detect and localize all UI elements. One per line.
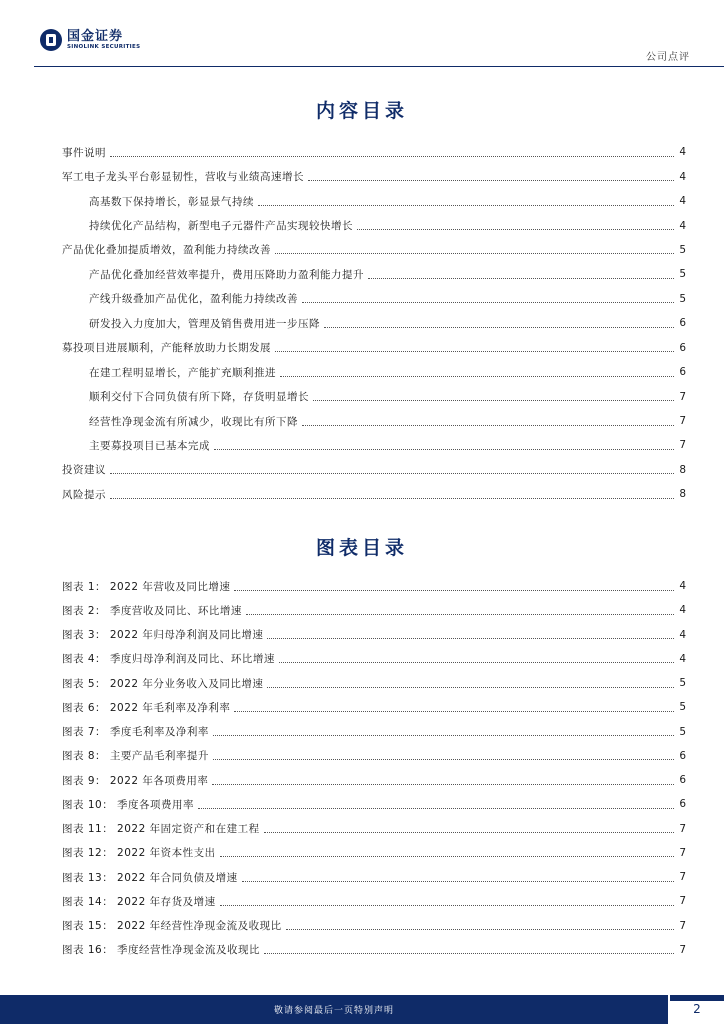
- toc-entry-title: 图表 6： 2022 年毛利率及净利率: [62, 701, 231, 714]
- toc-entry-page: 5: [679, 243, 686, 256]
- toc-entry[interactable]: [62, 189, 686, 213]
- toc-entry-page: 4: [679, 628, 686, 641]
- toc-entry-title: 图表 3： 2022 年归母净利润及同比增速: [62, 629, 264, 642]
- toc-entry-title: 研发投入力度加大，管理及销售费用进一步压降: [89, 317, 320, 330]
- dot-leader: [220, 905, 674, 906]
- toc-entry-title: 产线升级叠加产品优化，盈利能力持续改善: [89, 293, 298, 306]
- dot-leader: [213, 735, 674, 736]
- toc-entry-title: 图表 16： 季度经营性净现金流及收现比: [62, 944, 261, 957]
- dot-leader: [110, 473, 674, 474]
- figures-list: [62, 574, 686, 962]
- toc-entry-page: 6: [679, 798, 686, 811]
- toc-entry-title: 图表 8： 主要产品毛利率提升: [62, 750, 209, 763]
- dot-leader: [286, 929, 674, 930]
- figures-title: 图表目录: [315, 537, 408, 559]
- logo-english-name: SINOLINK SECURITIES: [67, 43, 141, 50]
- contents-list: [62, 140, 686, 507]
- toc-entry[interactable]: [62, 623, 686, 647]
- report-type-label: 公司点评: [646, 52, 690, 63]
- toc-entry-title: 图表 11： 2022 年固定资产和在建工程: [62, 823, 260, 836]
- toc-entry-title: 图表 13： 2022 年合同负债及增速: [62, 871, 238, 884]
- toc-entry[interactable]: [62, 409, 686, 433]
- toc-entry[interactable]: [62, 574, 686, 598]
- dot-leader: [234, 711, 674, 712]
- toc-entry[interactable]: [62, 482, 686, 506]
- toc-entry-title: 图表 7： 季度毛利率及净利率: [62, 726, 209, 739]
- toc-entry-title: 图表 9： 2022 年各项费用率: [62, 774, 209, 787]
- toc-entry[interactable]: [62, 671, 686, 695]
- toc-entry[interactable]: [62, 938, 686, 962]
- toc-entry-page: 7: [679, 822, 686, 835]
- dot-leader: [220, 856, 674, 857]
- toc-entry[interactable]: [62, 744, 686, 768]
- toc-entry[interactable]: [62, 817, 686, 841]
- toc-entry-page: 7: [679, 943, 686, 956]
- toc-entry-title: 顺利交付下合同负债有所下降，存货明显增长: [89, 391, 309, 404]
- toc-entry-page: 7: [679, 415, 686, 428]
- toc-entry[interactable]: [62, 384, 686, 408]
- toc-entry-page: 4: [679, 580, 686, 593]
- toc-entry[interactable]: [62, 768, 686, 792]
- toc-entry[interactable]: [62, 647, 686, 671]
- dot-leader: [313, 400, 674, 401]
- dot-leader: [258, 205, 674, 206]
- toc-entry-title: 图表 4： 季度归母净利润及同比、环比增速: [62, 653, 275, 666]
- toc-entry[interactable]: [62, 889, 686, 913]
- toc-entry-title: 图表 1： 2022 年营收及同比增速: [62, 580, 231, 593]
- toc-entry[interactable]: [62, 720, 686, 744]
- toc-entry[interactable]: [62, 287, 686, 311]
- dot-leader: [246, 614, 674, 615]
- toc-entry[interactable]: [62, 792, 686, 816]
- toc-entry-page: 5: [679, 268, 686, 281]
- footer-disclaimer-note: 敬请参阅最后一页特别声明: [273, 1006, 394, 1016]
- toc-entry-title: 主要募投项目已基本完成: [89, 439, 210, 452]
- dot-leader: [110, 156, 674, 157]
- toc-entry-page: 7: [679, 895, 686, 908]
- contents-title: 内容目录: [315, 100, 408, 122]
- toc-entry-page: 4: [679, 219, 686, 232]
- toc-entry[interactable]: [62, 914, 686, 938]
- dot-leader: [198, 808, 674, 809]
- toc-entry-title: 图表 12： 2022 年资本性支出: [62, 847, 216, 860]
- toc-entry-title: 军工电子龙头平台彰显韧性，营收与业绩高速增长: [62, 171, 304, 184]
- dot-leader: [275, 253, 674, 254]
- toc-entry-page: 5: [679, 701, 686, 714]
- toc-entry[interactable]: [62, 695, 686, 719]
- toc-entry[interactable]: [62, 238, 686, 262]
- toc-entry-title: 高基数下保持增长，彰显景气持续: [89, 195, 254, 208]
- toc-entry-title: 产品优化叠加提质增效，盈利能力持续改善: [62, 244, 271, 257]
- toc-entry-title: 图表 2： 季度营收及同比、环比增速: [62, 604, 242, 617]
- toc-entry-page: 5: [679, 725, 686, 738]
- toc-entry[interactable]: [62, 865, 686, 889]
- toc-entry-page: 7: [679, 919, 686, 932]
- toc-entry-title: 经营性净现金流有所减少，收现比有所下降: [89, 415, 298, 428]
- toc-entry[interactable]: [62, 164, 686, 188]
- toc-entry-title: 图表 14： 2022 年存货及增速: [62, 895, 216, 908]
- dot-leader: [324, 327, 674, 328]
- toc-entry[interactable]: [62, 360, 686, 384]
- dot-leader: [279, 662, 674, 663]
- toc-entry-page: 7: [679, 846, 686, 859]
- header-divider: [34, 66, 724, 67]
- toc-entry-title: 产品优化叠加经营效率提升，费用压降助力盈利能力提升: [89, 268, 364, 281]
- toc-entry[interactable]: [62, 336, 686, 360]
- toc-entry[interactable]: [62, 433, 686, 457]
- dot-leader: [308, 180, 674, 181]
- toc-entry-title: 持续优化产品结构，新型电子元器件产品实现较快增长: [89, 220, 353, 233]
- toc-entry-page: 6: [679, 341, 686, 354]
- dot-leader: [267, 687, 674, 688]
- toc-entry-page: 4: [679, 146, 686, 159]
- toc-entry[interactable]: [62, 598, 686, 622]
- toc-entry-page: 4: [679, 604, 686, 617]
- toc-entry-page: 7: [679, 439, 686, 452]
- logo-chinese-name: 国金证券: [67, 28, 124, 44]
- toc-entry-page: 6: [679, 774, 686, 787]
- toc-entry-page: 4: [679, 170, 686, 183]
- toc-entry-page: 5: [679, 677, 686, 690]
- toc-entry-page: 8: [679, 463, 686, 476]
- toc-entry-title: 募投项目进展顺利，产能释放助力长期发展: [62, 342, 271, 355]
- toc-entry[interactable]: [62, 140, 686, 164]
- logo-mark-icon: [40, 29, 62, 51]
- toc-entry-title: 图表 5： 2022 年分业务收入及同比增速: [62, 677, 264, 690]
- dot-leader: [264, 953, 674, 954]
- toc-entry-page: 6: [679, 317, 686, 330]
- dot-leader: [267, 638, 674, 639]
- company-logo: [40, 26, 140, 54]
- dot-leader: [302, 302, 674, 303]
- dot-leader: [234, 590, 674, 591]
- toc-entry[interactable]: [62, 213, 686, 237]
- dot-leader: [242, 881, 674, 882]
- toc-entry-title: 风险提示: [62, 488, 106, 501]
- page-number: 2: [670, 1001, 724, 1024]
- toc-entry-page: 8: [679, 488, 686, 501]
- toc-entry-title: 投资建议: [62, 464, 106, 477]
- dot-leader: [212, 784, 674, 785]
- dot-leader: [213, 759, 674, 760]
- dot-leader: [214, 449, 674, 450]
- toc-entry-page: 7: [679, 871, 686, 884]
- toc-entry-page: 6: [679, 749, 686, 762]
- dot-leader: [264, 832, 674, 833]
- toc-entry[interactable]: [62, 262, 686, 286]
- toc-entry-title: 事件说明: [62, 146, 106, 159]
- toc-entry-page: 6: [679, 366, 686, 379]
- toc-entry-title: 图表 15： 2022 年经营性净现金流及收现比: [62, 920, 282, 933]
- dot-leader: [357, 229, 674, 230]
- dot-leader: [280, 376, 674, 377]
- toc-entry-title: 图表 10： 季度各项费用率: [62, 798, 195, 811]
- toc-entry-page: 4: [679, 195, 686, 208]
- toc-entry[interactable]: [62, 458, 686, 482]
- toc-entry-title: 在建工程明显增长，产能扩充顺利推进: [89, 366, 276, 379]
- page-header: [0, 0, 724, 70]
- toc-entry[interactable]: [62, 311, 686, 335]
- dot-leader: [368, 278, 674, 279]
- dot-leader: [275, 351, 674, 352]
- dot-leader: [302, 425, 674, 426]
- toc-entry-page: 7: [679, 390, 686, 403]
- toc-entry-page: 5: [679, 292, 686, 305]
- toc-entry[interactable]: [62, 841, 686, 865]
- toc-entry-page: 4: [679, 652, 686, 665]
- dot-leader: [110, 498, 674, 499]
